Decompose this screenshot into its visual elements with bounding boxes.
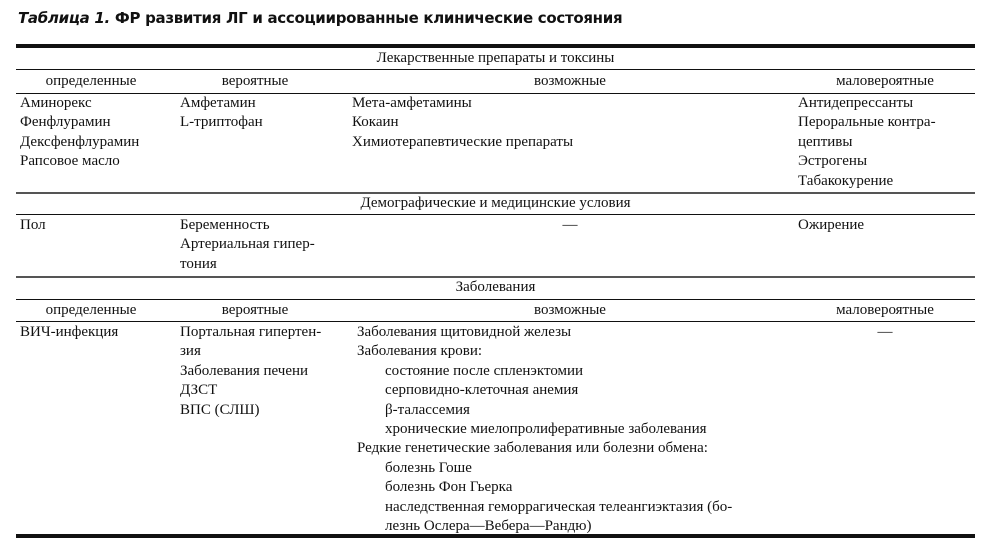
drugs-possible: Мета-амфетамины Кокаин Химиотерапевтические препараты <box>352 95 574 150</box>
diseases-possible: Заболевания щитовидной железы Заболевания крови: состояние после спленэктомии серповидно-клеточная анемия β-талассемия хронические миелопролиферативные заболевания Редкие генетические заболевания или болезни обмена: болезнь Гоше болезнь Фон Гьерка наследственная геморрагическая телеангиэктазия (бо- лезнь Ослера—Вебера—Рандю) <box>357 324 733 535</box>
top-rule <box>16 44 975 48</box>
drugs-unlikely: Антидепрессанты Пероральные контра- цептивы Эстрогены Табакокурение <box>798 95 936 189</box>
diseases-unlikely: — <box>877 324 893 340</box>
section-heading-demographic: Демографические и медицинские условия <box>360 195 631 211</box>
demographic-possible: — <box>562 217 578 233</box>
section-heading-diseases: Заболевания <box>455 279 536 295</box>
demographic-unlikely: Ожирение <box>798 217 865 233</box>
col-header-definite: определенные <box>45 73 137 89</box>
col-header-possible: возможные <box>534 73 606 89</box>
diseases-probable: Портальная гипертен- зия Заболевания печени ДЗСТ ВПС (СЛШ) <box>180 324 322 418</box>
table-caption <box>18 9 622 27</box>
col-header-possible: возможные <box>534 302 606 318</box>
divider <box>16 214 975 215</box>
drugs-definite: Аминорекс Фенфлурамин Дексфенфлурамин Рапсовое масло <box>20 95 140 170</box>
drugs-probable: Амфетамин L-триптофан <box>180 95 263 131</box>
divider <box>16 321 975 322</box>
divider <box>16 299 975 300</box>
caption-label: Таблица 1. <box>18 9 110 27</box>
diseases-definite: ВИЧ-инфекция <box>20 324 119 340</box>
section-heading-drugs: Лекарственные препараты и токсины <box>376 50 615 66</box>
col-header-unlikely: маловероятные <box>836 73 934 89</box>
col-header-unlikely: маловероятные <box>836 302 934 318</box>
demographic-definite: Пол <box>20 217 46 233</box>
divider <box>16 69 975 70</box>
col-header-probable: вероятные <box>221 73 289 89</box>
col-header-definite: определенные <box>45 302 137 318</box>
demographic-probable: Беременность Артериальная гипер- тония <box>180 217 315 272</box>
col-header-probable: вероятные <box>221 302 289 318</box>
bottom-rule <box>16 534 975 538</box>
caption-text: ФР развития ЛГ и ассоциированные клинические состояния <box>114 9 623 27</box>
